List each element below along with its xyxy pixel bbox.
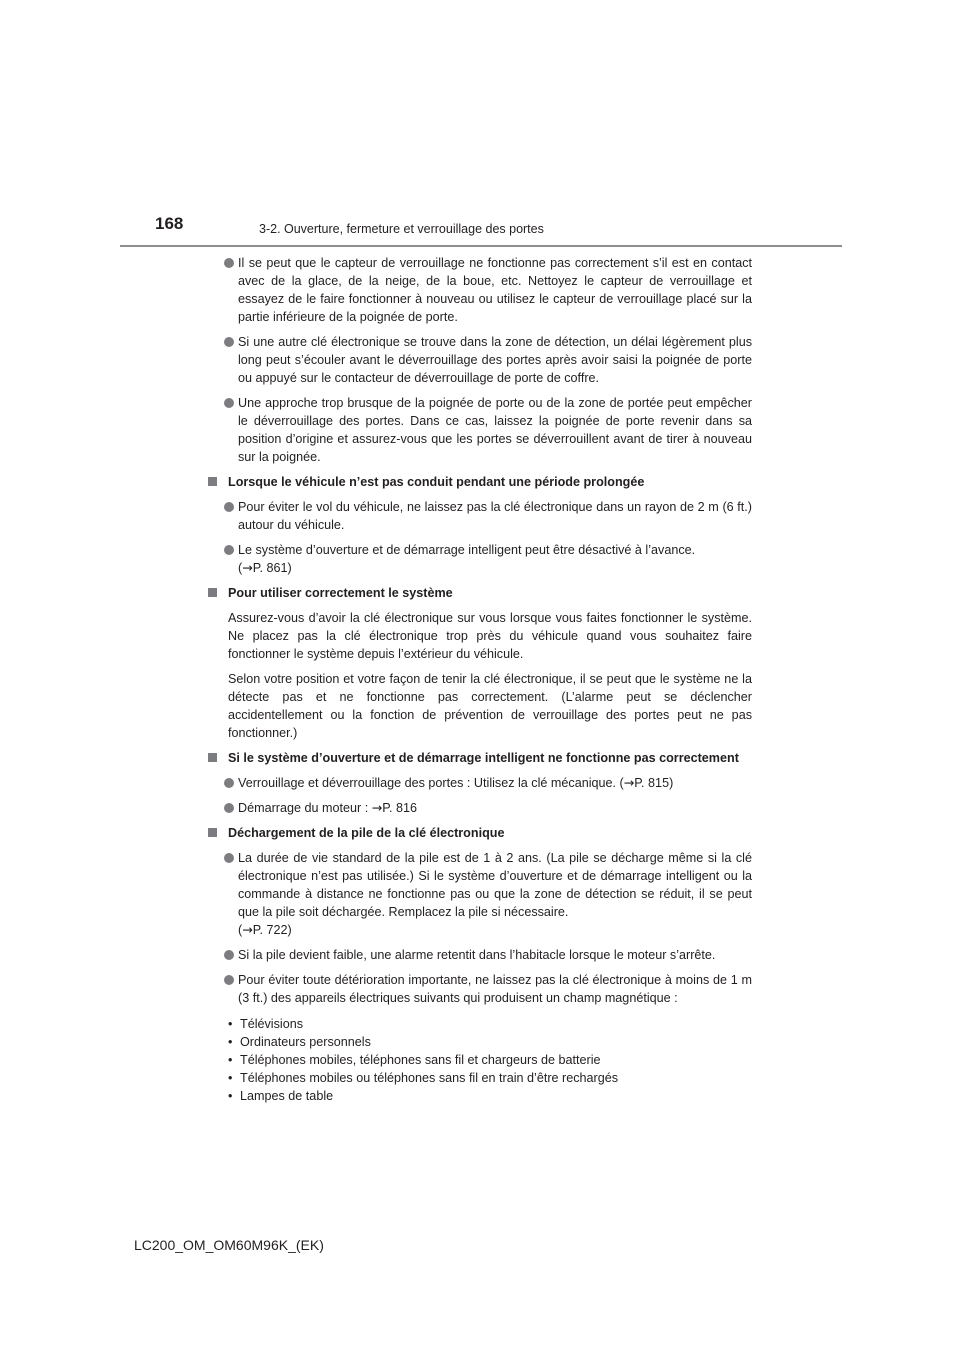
bullet-dot-icon [224, 545, 234, 555]
arrow-icon: → [371, 800, 383, 815]
bullet-text: Pour éviter toute détérioration importante, ne laissez pas la clé électronique à moins de 1 m (3 ft.) des appareils électriques suivants qui produisent un champ magnétique : [238, 973, 752, 1005]
list-item-text: Téléphones mobiles, téléphones sans fil et chargeurs de batterie [240, 1053, 601, 1067]
bullet-dot-icon [224, 398, 234, 408]
bullet-dot-icon [224, 778, 234, 788]
list-marker: • [228, 1035, 233, 1049]
bullet-text [238, 849, 752, 939]
bullet-text: Si une autre clé électronique se trouve dans la zone de détection, un délai légèrement plus long peut s’écouler avant le déverrouillage des portes après avoir saisi la poignée de porte ou appuyé sur le contacteur de déverrouillage de porte de coffre. [238, 335, 752, 385]
paragraph: Selon votre position et votre façon de tenir la clé électronique, il se peut que le système ne la détecte pas et ne fonctionne pas correctement. (L’alarme peut se déclencher accidentellement ou la fonction de prévention de verrouillage des portes peut ne pas fonctionner.) [228, 672, 752, 740]
bullet-dot-icon [224, 950, 234, 960]
square-bullet-icon [208, 753, 217, 762]
list-marker: • [228, 1089, 233, 1103]
bullet-text: Une approche trop brusque de la poignée de porte ou de la zone de portée peut empêcher le déverrouillage des portes. Dans ce cas, laissez la poignée de porte revenir dans sa position d’origine et assurez-vous que les portes se déverrouillent avant de tirer à nouveau sur la poignée. [238, 396, 752, 464]
bullet-dot-icon [224, 975, 234, 985]
list-item [228, 1033, 752, 1051]
device-list [208, 1015, 752, 1105]
open-paren: ( [238, 923, 243, 937]
square-bullet-icon [208, 588, 217, 597]
section-heading-text: Pour utiliser correctement le système [228, 586, 453, 600]
square-bullet-icon [208, 477, 217, 486]
bullet-text [238, 541, 752, 577]
bullet-text-main: La durée de vie standard de la pile est de 1 à 2 ans. (La pile se décharge même si la clé électronique n’est pas utilisée.) Si le système d’ouverture et de démarrage intelligent ou la commande à distance ne fonctionne pas ou que la zone de détection se réduit, il se peut que la pile soit déchargée. Remplacez la pile si nécessaire. [238, 851, 752, 919]
section-heading-text: Déchargement de la pile de la clé électronique [228, 826, 505, 840]
header-divider [120, 245, 842, 247]
bullet-text [238, 799, 752, 817]
bullet-dot-icon [224, 502, 234, 512]
bullet-item [208, 946, 752, 964]
arrow-icon: → [242, 922, 253, 937]
arrow-icon: → [242, 560, 253, 575]
open-paren: ( [238, 561, 243, 575]
bullet-dot-icon [224, 337, 234, 347]
bullet-item [208, 799, 752, 817]
bullet-dot-icon [224, 258, 234, 268]
bullet-dot-icon [224, 853, 234, 863]
bullet-item [208, 541, 752, 577]
list-item [228, 1069, 752, 1087]
arrow-icon: → [623, 775, 635, 790]
list-item [228, 1087, 752, 1105]
bullet-item [208, 333, 752, 387]
section-heading [208, 749, 752, 767]
page-reference-link[interactable]: P. 722) [252, 923, 292, 937]
page-reference-link[interactable]: P. 816 [382, 801, 418, 815]
list-item-text: Télévisions [240, 1017, 303, 1031]
bullet-text [238, 774, 752, 792]
section-heading-text: Si le système d’ouverture et de démarrage intelligent ne fonctionne pas correctement [228, 751, 739, 765]
bullet-item [208, 849, 752, 939]
bullet-text-main: Démarrage du moteur : [238, 801, 372, 815]
list-item-text: Téléphones mobiles ou téléphones sans fil en train d’être rechargés [240, 1071, 619, 1085]
list-marker: • [228, 1071, 233, 1085]
bullet-dot-icon [224, 803, 234, 813]
list-item-text: Lampes de table [240, 1089, 334, 1103]
page-reference-link[interactable]: P. 861) [252, 561, 292, 575]
bullet-item [208, 394, 752, 466]
footer-doc-code: LC200_OM_OM60M96K_(EK) [134, 1237, 324, 1253]
list-item-text: Ordinateurs personnels [240, 1035, 371, 1049]
list-item [228, 1051, 752, 1069]
page-reference-link[interactable]: P. 815) [634, 776, 674, 790]
section-heading-text: Lorsque le véhicule n’est pas conduit pendant une période prolongée [228, 475, 645, 489]
bullet-item [208, 774, 752, 792]
bullet-text-main: Verrouillage et déverrouillage des portes : Utilisez la clé mécanique. ( [238, 776, 624, 790]
section-heading [208, 473, 752, 491]
section-title: 3-2. Ouverture, fermeture et verrouillage des portes [259, 222, 544, 236]
section-heading [208, 824, 752, 842]
page-content [208, 254, 752, 1105]
bullet-item [208, 971, 752, 1007]
bullet-item [208, 254, 752, 326]
section-heading [208, 584, 752, 602]
list-marker: • [228, 1017, 233, 1031]
list-item [228, 1015, 752, 1033]
paragraph: Assurez-vous d’avoir la clé électronique sur vous lorsque vous faites fonctionner le système. Ne placez pas la clé électronique trop près du véhicule quand vous souhaitez faire fonctionner le système depuis l’extérieur du véhicule. [228, 611, 752, 661]
bullet-text: Il se peut que le capteur de verrouillage ne fonctionne pas correctement s’il est en contact avec de la glace, de la neige, de la boue, etc. Nettoyez le capteur de verrouillage et essayez de le faire fonctionner à nouveau ou utilisez le capteur de verrouillage placé sur la partie inférieure de la poignée de porte. [238, 256, 752, 324]
bullet-text: Si la pile devient faible, une alarme retentit dans l’habitacle lorsque le moteur s’arrête. [238, 948, 716, 962]
list-marker: • [228, 1053, 233, 1067]
bullet-text: Pour éviter le vol du véhicule, ne laissez pas la clé électronique dans un rayon de 2 m (6 ft.) autour du véhicule. [238, 500, 752, 532]
bullet-text-main: Le système d’ouverture et de démarrage intelligent peut être désactivé à l’avance. [238, 543, 696, 557]
page-number: 168 [155, 214, 184, 233]
square-bullet-icon [208, 828, 217, 837]
bullet-item [208, 498, 752, 534]
